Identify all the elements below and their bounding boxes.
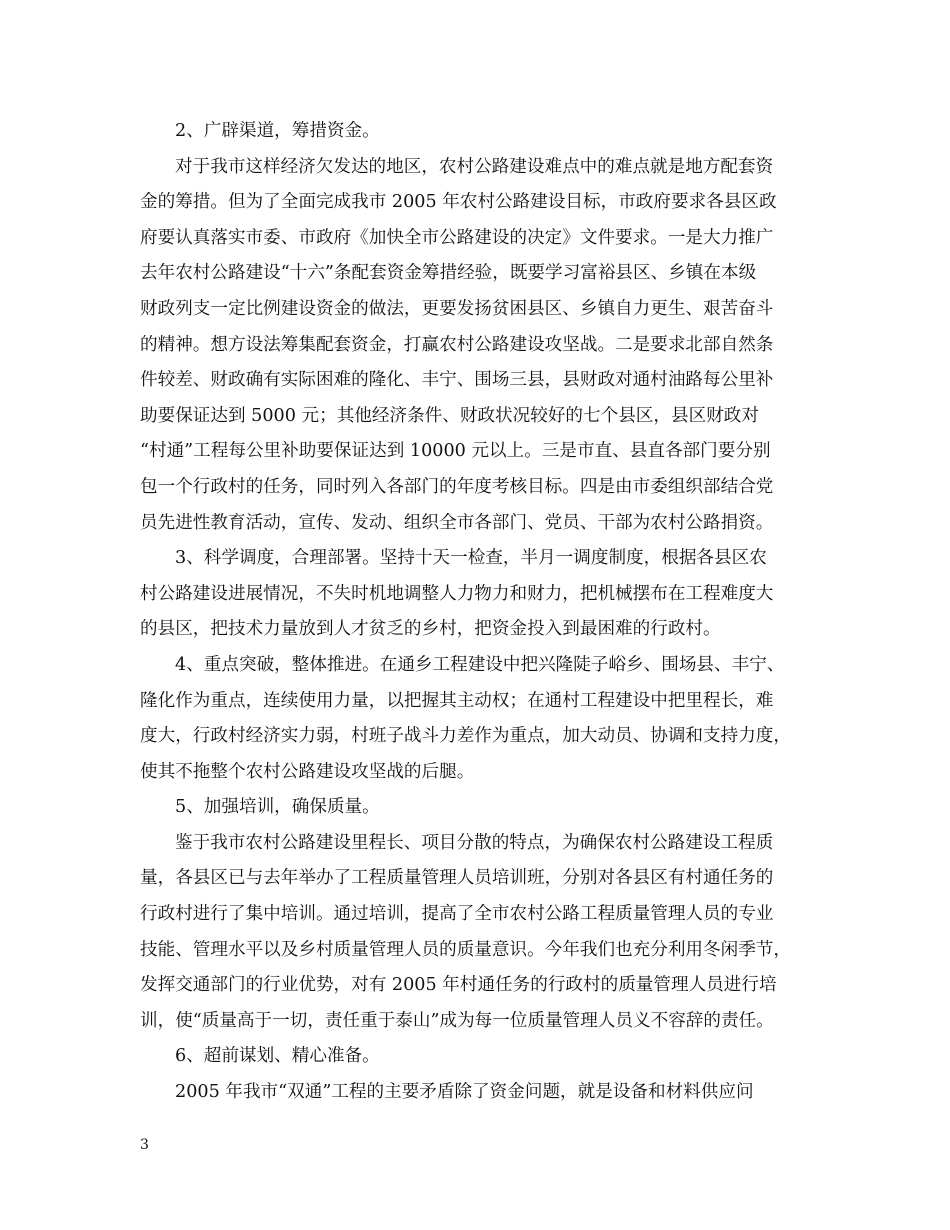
section-heading: 5、加强培训，确保质量。 — [175, 797, 380, 818]
paragraph-line: 鉴于我市农村公路建设里程长、项目分散的特点，为确保农村公路建设工程质 — [175, 832, 774, 853]
document-body — [140, 114, 830, 1111]
paragraph-line: “村通”工程每公里补助要保证达到 10000 元以上。三是市直、县直各部门要分别 — [140, 441, 771, 462]
paragraph-line: 去年农村公路建设“十六”条配套资金筹措经验，既要学习富裕县区、乡镇在本级 — [140, 263, 757, 284]
paragraph-line: 度大，行政村经济实力弱，村班子战斗力差作为重点，加大动员、协调和支持力度， — [140, 726, 791, 747]
paragraph-line: 训，使“质量高于一切，责任重于泰山”成为每一位质量管理人员义不容辞的责任。 — [140, 1010, 774, 1031]
paragraph-line: 2005 年我市“双通”工程的主要矛盾除了资金问题，就是设备和材料供应问 — [175, 1082, 754, 1103]
paragraph-line: 行政村进行了集中培训。通过培训，提高了全市农村公路工程质量管理人员的专业 — [140, 904, 774, 925]
paragraph-line: 发挥交通部门的行业优势，对有 2005 年村通任务的行政村的质量管理人员进行培 — [140, 975, 777, 996]
paragraph-line: 件较差、财政确有实际困难的隆化、丰宁、围场三县，县财政对通村油路每公里补 — [140, 370, 774, 391]
paragraph-line: 村公路建设进展情况，不失时机地调整人力物力和财力，把机械摆布在工程难度大 — [140, 583, 774, 604]
paragraph-line: 包一个行政村的任务，同时列入各部门的年度考核目标。四是由市委组织部结合党 — [140, 476, 774, 497]
section-heading: 2、广辟渠道，筹措资金。 — [175, 121, 380, 141]
section-heading: 6、超前谋划、精心准备。 — [175, 1046, 380, 1067]
paragraph-line: 技能、管理水平以及乡村质量管理人员的质量意识。今年我们也充分利用冬闲季节， — [140, 939, 791, 960]
paragraph-line: 隆化作为重点，连续使用力量，以把握其主动权；在通村工程建设中把里程长，难 — [140, 690, 774, 711]
section-heading: 3、科学调度，合理部署。坚持十天一检查，半月一调度制度，根据各县区农 — [175, 548, 767, 569]
paragraph-line: 财政列支一定比例建设资金的做法，更要发扬贫困县区、乡镇自力更生、艰苦奋斗 — [140, 298, 774, 319]
paragraph-line: 使其不拖整个农村公路建设攻坚战的后腿。 — [140, 761, 475, 782]
paragraph-line: 对于我市这样经济欠发达的地区，农村公路建设难点中的难点就是地方配套资 — [175, 156, 774, 177]
section-heading: 4、重点突破，整体推进。在通乡工程建设中把兴隆陡子峪乡、围场县、丰宁、 — [175, 654, 785, 675]
paragraph-line: 府要认真落实市委、市政府《加快全市公路建设的决定》文件要求。一是大力推广 — [140, 227, 774, 248]
paragraph-line: 员先进性教育活动，宣传、发动、组织全市各部门、党员、干部为农村公路捐资。 — [140, 512, 774, 533]
paragraph-line: 的精神。想方设法筹集配套资金，打赢农村公路建设攻坚战。二是要求北部自然条 — [140, 334, 774, 355]
paragraph-line: 金的筹措。但为了全面完成我市 2005 年农村公路建设目标，市政府要求各县区政 — [140, 192, 777, 213]
paragraph-line: 的县区，把技术力量放到人才贫乏的乡村，把资金投入到最困难的行政村。 — [140, 619, 721, 640]
paragraph-line: 助要保证达到 5000 元；其他经济条件、财政状况较好的七个县区，县区财政对 — [140, 405, 759, 426]
paragraph-line: 量，各县区已与去年举办了工程质量管理人员培训班，分别对各县区有村通任务的 — [140, 868, 774, 889]
page-number: 3 — [140, 1137, 149, 1153]
